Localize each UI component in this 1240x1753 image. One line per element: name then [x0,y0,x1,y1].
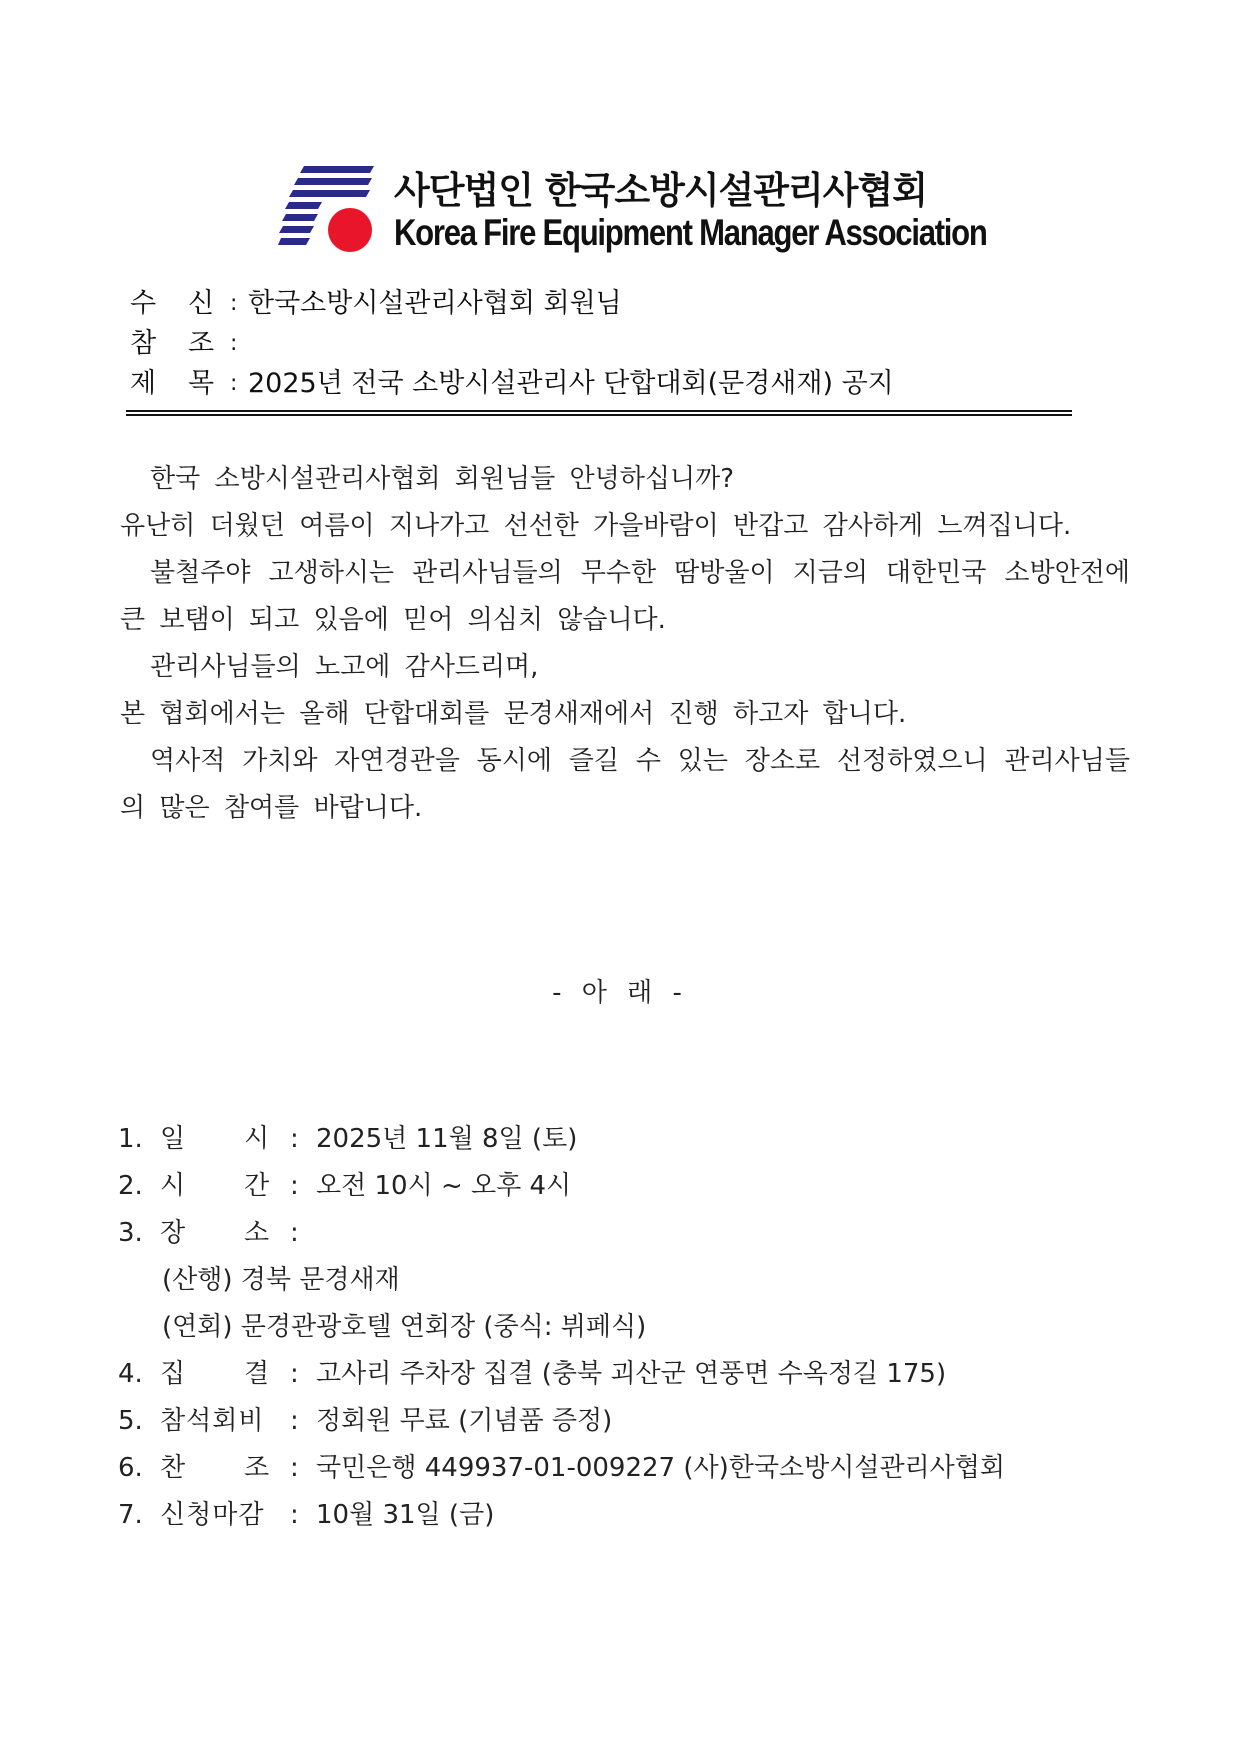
detail-row-fee [118,1398,1148,1445]
detail-value: 정회원 무료 (기념품 증정) [316,1406,613,1436]
detail-number: 7. [118,1500,143,1530]
detail-colon: : [290,1124,299,1154]
body-paragraph: 본 협회에서는 올해 단합대회를 문경새재에서 진행 하고자 합니다. [120,699,907,729]
reference-label-char-1: 참 [130,328,157,359]
subject-value: 2025년 전국 소방시설관리사 단합대회(문경새재) 공지 [248,368,894,399]
detail-number: 6. [118,1453,143,1483]
notice-section-title: - 아 래 - [552,978,688,1008]
detail-label-char-2: 간 [244,1171,270,1201]
detail-value: 국민은행 449937-01-009227 (사)한국소방시설관리사협회 [316,1453,1006,1483]
detail-value: 10월 31일 (금) [316,1500,495,1530]
association-logo [278,160,987,260]
detail-label-char-1: 장 [160,1218,186,1248]
place-subitem-hiking [118,1257,1148,1304]
recipient-label-char-1: 수 [130,288,157,319]
detail-row-deadline [118,1492,1148,1539]
letter-body [120,456,1130,832]
subject-colon: : [230,371,238,396]
body-paragraph: 관리사님들의 노고에 감사드리며, [150,652,539,682]
body-paragraph: 한국 소방시설관리사협회 회원님들 안녕하십니까? [150,464,735,494]
reference-label-char-2: 조 [188,328,215,359]
place-subitem-text: (연회) 문경관광호텔 연회장 (중식: 뷔페식) [162,1312,647,1342]
detail-colon: : [290,1218,299,1248]
detail-number: 5. [118,1406,143,1436]
detail-colon: : [290,1359,299,1389]
reference-colon: : [230,331,238,356]
body-paragraph: 역사적 가치와 자연경관을 동시에 즐길 수 있는 장소로 선정하였으니 관리사님들의 많은 참여를 바랍니다. [120,746,1130,823]
detail-label-char-2: 조 [244,1453,270,1483]
fire-equipment-emblem-icon [278,164,396,256]
place-subitem-banquet [118,1304,1148,1351]
detail-row-sponsorship [118,1445,1148,1492]
association-name-korean: 사단법인 한국소방시설관리사협회 [394,169,928,212]
event-details-list [118,1116,1148,1539]
detail-number: 1. [118,1124,143,1154]
document-header [126,284,1072,404]
detail-label-char-1: 찬 [160,1453,186,1483]
detail-colon: : [290,1453,299,1483]
detail-colon: : [290,1500,299,1530]
detail-value: 2025년 11월 8일 (토) [316,1124,578,1154]
detail-colon: : [290,1171,299,1201]
recipient-value: 한국소방시설관리사협회 회원님 [248,288,622,319]
detail-label-char-1: 시 [160,1171,186,1201]
detail-label-char-1: 일 [160,1124,186,1154]
reference-row [126,324,1072,364]
detail-label-full: 신청마감 [160,1500,265,1530]
recipient-colon: : [230,291,238,316]
detail-label-char-2: 결 [244,1359,270,1389]
detail-label-char-2: 소 [244,1218,270,1248]
detail-colon: : [290,1406,299,1436]
detail-label-full: 참석회비 [160,1406,265,1436]
subject-label-char-2: 목 [188,368,215,399]
detail-row-gathering [118,1351,1148,1398]
detail-value: 오전 10시 ~ 오후 4시 [316,1171,572,1201]
header-double-rule [126,410,1072,416]
detail-number: 2. [118,1171,143,1201]
detail-row-place [118,1210,1148,1257]
detail-value: 고사리 주차장 집결 (충북 괴산군 연풍면 수옥정길 175) [316,1359,947,1389]
detail-label-char-2: 시 [244,1124,270,1154]
subject-row [126,364,1072,404]
detail-number: 3. [118,1218,143,1248]
detail-number: 4. [118,1359,143,1389]
body-paragraph: 유난히 더웠던 여름이 지나가고 선선한 가을바람이 반갑고 감사하게 느껴집니다. [120,511,1072,541]
recipient-label-char-2: 신 [188,288,215,319]
detail-label-char-1: 집 [160,1359,186,1389]
detail-row-time [118,1163,1148,1210]
place-subitem-text: (산행) 경북 문경새재 [162,1265,400,1295]
association-name-english: Korea Fire Equipment Manager Association [394,212,987,253]
detail-row-date [118,1116,1148,1163]
body-paragraph: 불철주야 고생하시는 관리사님들의 무수한 땀방울이 지금의 대한민국 소방안전에 큰 보탬이 되고 있음에 믿어 의심치 않습니다. [120,558,1130,635]
subject-label-char-1: 제 [130,368,157,399]
recipient-row [126,284,1072,324]
